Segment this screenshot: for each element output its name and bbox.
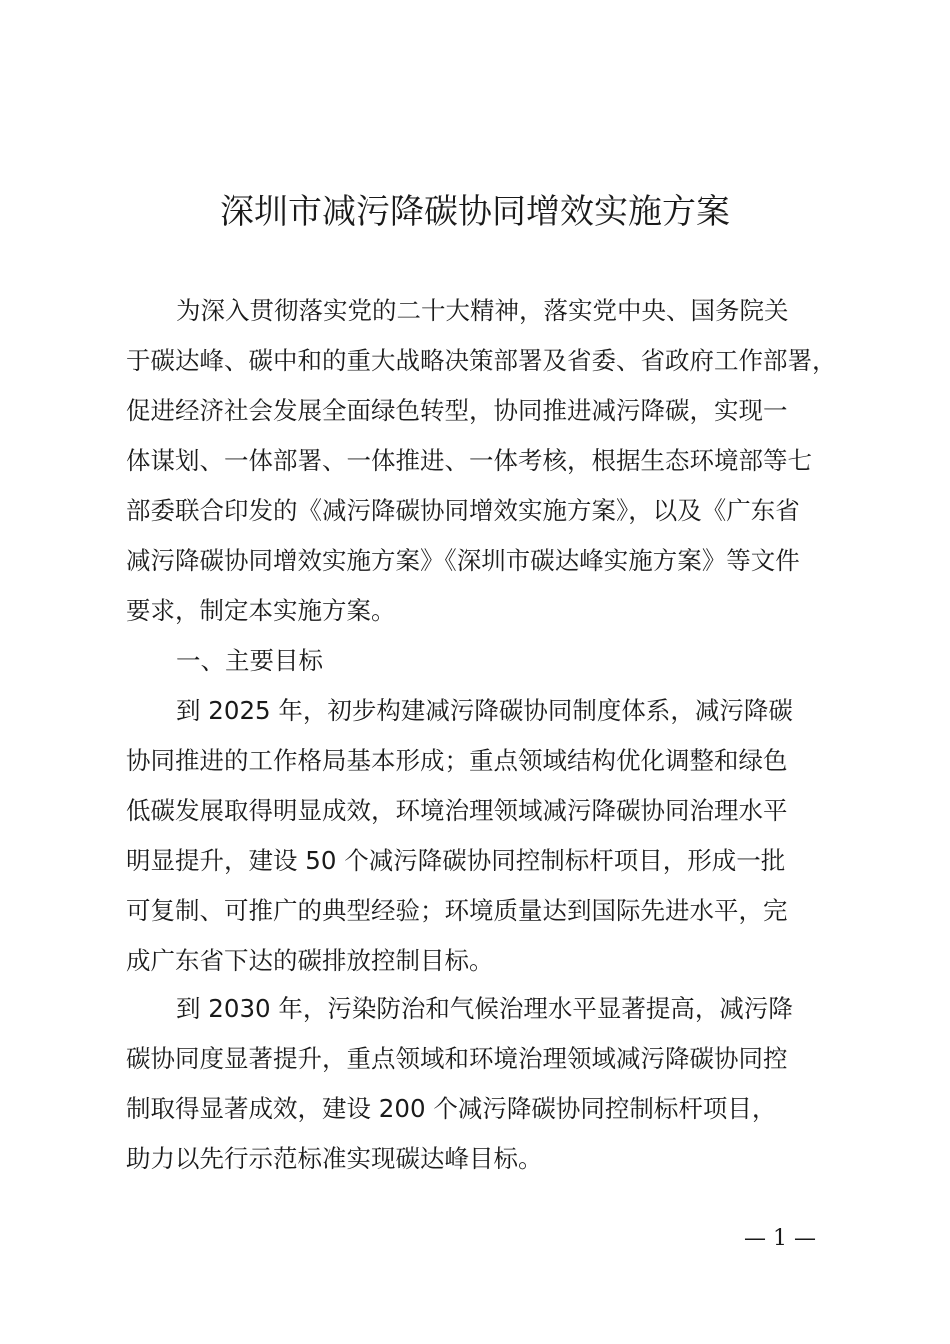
page-number: — 1 — <box>744 1226 816 1251</box>
paragraph-line: 明显提升，建设 50 个减污降碳协同控制标杆项目，形成一批 <box>126 846 786 875</box>
document-title: 深圳市减污降碳协同增效实施方案 <box>220 192 730 232</box>
paragraph-line: 制取得显著成效，建设 200 个减污降碳协同控制标杆项目， <box>126 1094 777 1123</box>
paragraph-line: 低碳发展取得明显成效，环境治理领域减污降碳协同治理水平 <box>126 796 788 825</box>
paragraph-line: 到 2025 年，初步构建减污降碳协同制度体系，减污降碳 <box>176 696 793 725</box>
paragraph-line: 于碳达峰、碳中和的重大战略决策部署及省委、省政府工作部署， <box>126 346 837 375</box>
paragraph-line: 部委联合印发的《减污降碳协同增效实施方案》，以及《广东省 <box>126 496 800 525</box>
paragraph-line: 助力以先行示范标准实现碳达峰目标。 <box>126 1144 543 1173</box>
paragraph-line: 要求，制定本实施方案。 <box>126 596 396 625</box>
paragraph-line: 促进经济社会发展全面绿色转型，协同推进减污降碳，实现一 <box>126 396 788 425</box>
paragraph-line: 体谋划、一体部署、一体推进、一体考核，根据生态环境部等七 <box>126 446 812 475</box>
paragraph-line: 成广东省下达的碳排放控制目标。 <box>126 946 494 975</box>
paragraph-line: 为深入贯彻落实党的二十大精神，落实党中央、国务院关 <box>176 296 789 325</box>
section-heading-line: 一、主要目标 <box>176 646 323 675</box>
paragraph-line: 到 2030 年，污染防治和气候治理水平显著提高，减污降 <box>176 994 793 1023</box>
paragraph-line: 协同推进的工作格局基本形成；重点领域结构优化调整和绿色 <box>126 746 788 775</box>
paragraph-line: 碳协同度显著提升，重点领域和环境治理领域减污降碳协同控 <box>126 1044 788 1073</box>
paragraph-line: 减污降碳协同增效实施方案》《深圳市碳达峰实施方案》等文件 <box>126 546 800 575</box>
paragraph-line: 可复制、可推广的典型经验；环境质量达到国际先进水平，完 <box>126 896 788 925</box>
